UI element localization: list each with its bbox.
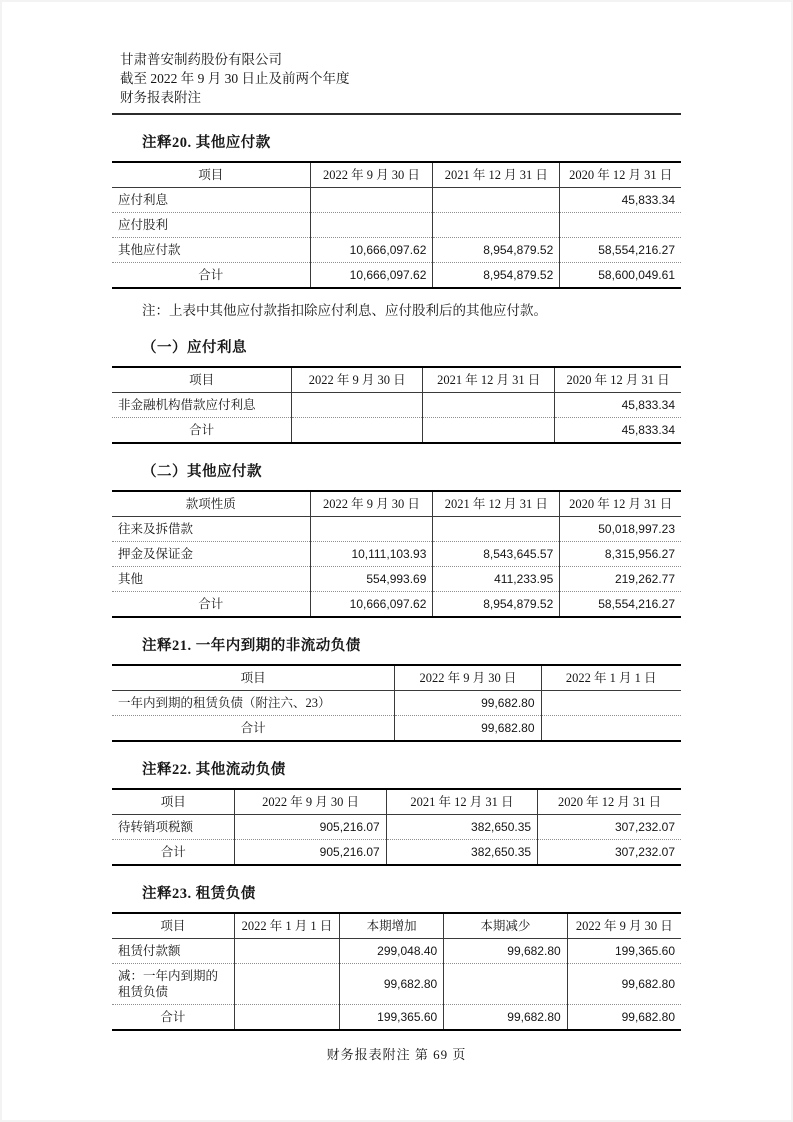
value-cell: [310, 517, 433, 542]
total-label-cell: 合计: [112, 592, 310, 618]
row-label-cell: 租赁付款额: [118, 944, 181, 958]
table-row: [112, 213, 681, 238]
value-cell: 219,262.77: [560, 567, 681, 592]
value-cell: [292, 393, 423, 418]
value-cell: [423, 418, 555, 444]
value-cell: [310, 188, 433, 213]
value-cell: [433, 517, 560, 542]
table-footnote: 注：上表中其他应付款指扣除应付利息、应付股利后的其他应付款。: [142, 303, 547, 318]
row-label-cell: 押金及保证金: [112, 542, 310, 567]
value-cell: 199,365.60: [340, 1005, 444, 1031]
column-header-cell: 款项性质: [112, 491, 310, 517]
column-header-cell: 2021 年 12 月 31 日: [386, 789, 537, 815]
value-cell: 10,666,097.62: [310, 263, 433, 289]
subsection-heading: （二）其他应付款: [142, 464, 262, 480]
financial-table: [112, 912, 681, 1031]
column-header-cell: 2022 年 1 月 1 日: [234, 913, 339, 939]
value-cell: 554,993.69: [310, 567, 433, 592]
table-header-row: [112, 789, 681, 815]
column-header-cell: 2021 年 12 月 31 日: [423, 367, 555, 393]
value-cell: [310, 213, 433, 238]
table-row: [112, 567, 681, 592]
financial-table: [112, 788, 681, 866]
value-cell: 45,833.34: [555, 393, 681, 418]
column-header-cell: 2020 年 12 月 31 日: [555, 367, 681, 393]
value-cell: 307,232.07: [538, 815, 681, 840]
total-row: [112, 263, 681, 289]
document-type: 财务报表附注: [120, 90, 201, 105]
value-cell: 8,954,879.52: [433, 238, 560, 263]
row-label-cell: 非金融机构借款应付利息: [118, 398, 256, 412]
value-cell: 99,682.80: [444, 939, 567, 964]
value-cell: 199,365.60: [567, 939, 681, 964]
value-cell: 411,233.95: [433, 567, 560, 592]
value-cell: 99,682.80: [395, 716, 541, 742]
row-label-cell: 应付股利: [112, 213, 310, 238]
column-header-cell: 2020 年 12 月 31 日: [560, 162, 681, 188]
value-cell: 58,554,216.27: [560, 238, 681, 263]
value-cell: 8,315,956.27: [560, 542, 681, 567]
row-label-cell: 其他应付款: [112, 238, 310, 263]
financial-table: [112, 664, 681, 742]
value-cell: 58,600,049.61: [560, 263, 681, 289]
column-header-cell: 2020 年 12 月 31 日: [560, 491, 681, 517]
value-cell: [423, 393, 555, 418]
table-row: [112, 188, 681, 213]
column-header-cell: 项目: [112, 665, 395, 691]
value-cell: [234, 1005, 339, 1031]
value-cell: 45,833.34: [555, 418, 681, 444]
value-cell: 8,543,645.57: [433, 542, 560, 567]
table-header-row: [112, 491, 681, 517]
financial-table: [112, 366, 681, 444]
row-label-cell: 减：一年内到期的租赁负债: [112, 964, 234, 1005]
value-cell: 905,216.07: [235, 815, 386, 840]
document-header: [112, 50, 681, 107]
value-cell: 382,650.35: [386, 815, 537, 840]
note-heading: 注释20. 其他应付款: [142, 135, 271, 151]
value-cell: 45,833.34: [560, 188, 681, 213]
value-cell: 58,554,216.27: [560, 592, 681, 618]
value-cell: 99,682.80: [444, 1005, 567, 1031]
total-row: [112, 716, 681, 742]
column-header-cell: 项目: [112, 789, 235, 815]
table-row: [112, 542, 681, 567]
value-cell: 8,954,879.52: [433, 592, 560, 618]
column-header-cell: 2022 年 9 月 30 日: [292, 367, 423, 393]
value-cell: [234, 964, 339, 1005]
value-cell: [541, 691, 681, 716]
table-row: [112, 238, 681, 263]
column-header-cell: 本期减少: [444, 913, 567, 939]
document-body: [112, 135, 681, 1031]
footer-page-label: 财务报表附注 第 69 页: [326, 1047, 467, 1062]
column-header-cell: 项目: [112, 367, 292, 393]
value-cell: 382,650.35: [386, 840, 537, 866]
value-cell: 99,682.80: [567, 1005, 681, 1031]
total-row: [112, 418, 681, 444]
financial-table: [112, 490, 681, 618]
note-heading: 注释22. 其他流动负债: [142, 762, 286, 778]
value-cell: [444, 964, 567, 1005]
value-cell: 905,216.07: [235, 840, 386, 866]
table-header-row: [112, 913, 681, 939]
header-divider: [112, 113, 681, 115]
financial-table: [112, 161, 681, 289]
total-label-cell: 合计: [112, 418, 292, 444]
table-row: [112, 815, 681, 840]
row-label-cell: 应付利息: [118, 193, 169, 207]
column-header-cell: 本期增加: [340, 913, 444, 939]
subsection-heading: （一）应付利息: [142, 340, 247, 356]
total-row: [112, 840, 681, 866]
column-header-cell: 项目: [112, 913, 234, 939]
row-label-cell: 待转销项税额: [118, 820, 194, 834]
value-cell: [292, 418, 423, 444]
total-label-cell: 合计: [112, 1005, 234, 1031]
table-row: [112, 393, 681, 418]
table-row: [112, 939, 681, 964]
value-cell: [541, 716, 681, 742]
column-header-cell: 2022 年 9 月 30 日: [310, 162, 433, 188]
column-header-cell: 2022 年 9 月 30 日: [310, 491, 433, 517]
row-label-cell: 一年内到期的租赁负债（附注六、23）: [118, 696, 331, 710]
value-cell: 99,682.80: [567, 964, 681, 1005]
total-label-cell: 合计: [112, 263, 310, 289]
column-header-cell: 2022 年 9 月 30 日: [567, 913, 681, 939]
table-row: [112, 964, 681, 1005]
page-footer: [0, 1044, 793, 1063]
total-row: [112, 1005, 681, 1031]
total-label-cell: 合计: [112, 716, 395, 742]
table-row: [112, 517, 681, 542]
company-name: 甘肃普安制药股份有限公司: [120, 52, 282, 67]
value-cell: 10,666,097.62: [310, 238, 433, 263]
value-cell: 307,232.07: [538, 840, 681, 866]
value-cell: [234, 939, 339, 964]
column-header-cell: 项目: [112, 162, 310, 188]
column-header-cell: 2022 年 1 月 1 日: [541, 665, 681, 691]
value-cell: [433, 213, 560, 238]
table-header-row: [112, 162, 681, 188]
value-cell: 8,954,879.52: [433, 263, 560, 289]
value-cell: [560, 213, 681, 238]
row-label-cell: 往来及拆借款: [118, 522, 194, 536]
report-period: 截至 2022 年 9 月 30 日止及前两个年度: [120, 71, 350, 86]
value-cell: 10,666,097.62: [310, 592, 433, 618]
column-header-cell: 2020 年 12 月 31 日: [538, 789, 681, 815]
value-cell: [433, 188, 560, 213]
value-cell: 99,682.80: [395, 691, 541, 716]
note-heading: 注释23. 租赁负债: [142, 886, 256, 902]
value-cell: 99,682.80: [340, 964, 444, 1005]
column-header-cell: 2021 年 12 月 31 日: [433, 491, 560, 517]
table-row: [112, 691, 681, 716]
column-header-cell: 2022 年 9 月 30 日: [395, 665, 541, 691]
row-label-cell: 其他: [112, 567, 310, 592]
value-cell: 299,048.40: [340, 939, 444, 964]
value-cell: 10,111,103.93: [310, 542, 433, 567]
value-cell: 50,018,997.23: [560, 517, 681, 542]
column-header-cell: 2021 年 12 月 31 日: [433, 162, 560, 188]
table-header-row: [112, 665, 681, 691]
table-header-row: [112, 367, 681, 393]
note-heading: 注释21. 一年内到期的非流动负债: [142, 638, 361, 654]
total-label-cell: 合计: [112, 840, 235, 866]
total-row: [112, 592, 681, 618]
column-header-cell: 2022 年 9 月 30 日: [235, 789, 386, 815]
